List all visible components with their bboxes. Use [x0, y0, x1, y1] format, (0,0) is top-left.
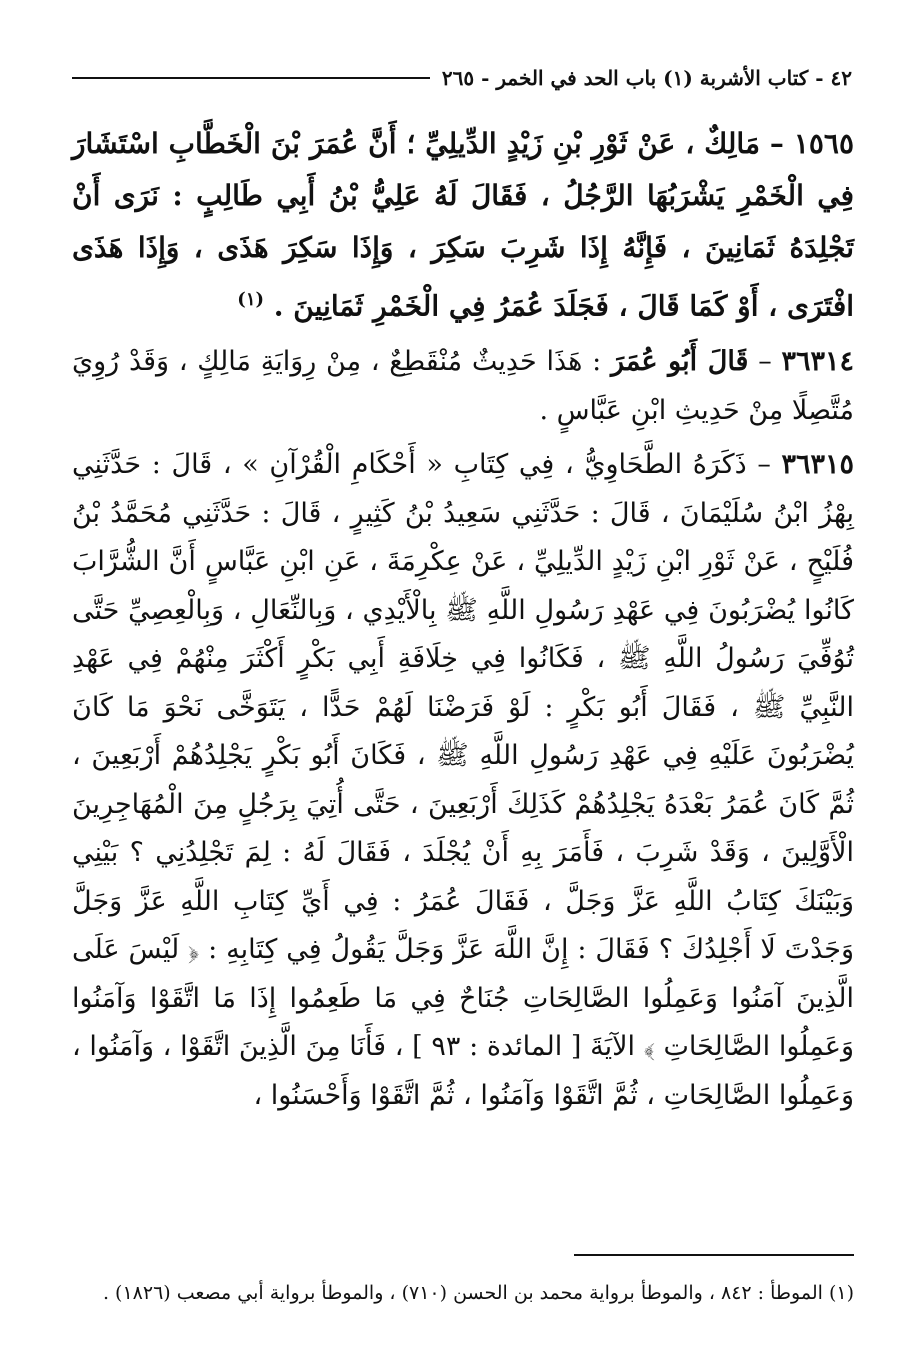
paragraph-36314: ٣٦٣١٤ – قَالَ أَبُو عُمَرَ : هَذَا حَدِيثٌ مُنْقَطِعٌ ، مِنْ رِوَايَةِ مَالِكٍ ، وَقَدْ رُوِيَ مُتَّصِلًا مِنْ حَدِيثِ ابْنِ عَبَّاسٍ . — [72, 346, 854, 426]
paragraph-number: ٣٦٣١٥ — [781, 449, 854, 481]
header-title: ٤٢ - كتاب الأشربة (١) باب الحد في الخمر - ٢٦٥ — [441, 66, 852, 90]
paragraph-36315 — [72, 441, 854, 1120]
speaker-name: قَالَ أَبُو عُمَرَ — [610, 346, 749, 378]
paragraph-number: ١٥٦٥ — [793, 127, 854, 160]
footnote-divider — [574, 1254, 854, 1256]
paragraph-1565 — [72, 118, 854, 332]
header-rule — [72, 77, 430, 79]
paragraph-text: : هَذَا حَدِيثٌ مُنْقَطِعٌ ، مِنْ رِوَايَةِ مَالِكٍ ، وَقَدْ رُوِيَ مُتَّصِلًا مِنْ حَدِيثِ ابْنِ عَبَّاسٍ . — [72, 346, 854, 426]
paragraph-number: ٣٦٣١٤ — [781, 346, 854, 378]
footnote: (١) الموطأ : ٨٤٢ ، والموطأ برواية محمد بن الحسن (٧١٠) ، والموطأ برواية أبي مصعب (١٨٢٦) . — [102, 1282, 854, 1304]
footnote-reference[interactable]: (١) — [237, 289, 265, 310]
main-text — [72, 118, 854, 1126]
paragraph-text: – ذَكَرَهُ الطَّحَاوِيُّ ، فِي كِتَابِ « أَحْكَامِ الْقُرْآنِ » ، قَالَ : حَدَّثَنِي بِهْزُ ابْنُ سُلَيْمَانَ ، قَالَ : حَدَّثَنِي سَعِيدُ بْنُ كَثِيرٍ ، قَالَ : حَدَّثَنِي مُحَمَّدُ بْنُ فُلَيْحٍ ، عَنْ ثَوْرِ ابْنِ زَيْدٍ الدِّيلِيِّ ، عَنْ عِكْرِمَةَ ، عَنِ ابْنِ عَبَّاسٍ أَنَّ الشُّرَّابَ كَانُوا يُضْرَبُونَ فِي عَهْدِ رَسُولِ اللَّهِ ﷺ بِالْأَيْدِي ، وَبِالنِّعَالِ ، وَبِالْعِصِيِّ حَتَّى تُوُفِّيَ رَسُولُ اللَّهِ ﷺ ، فَكَانُوا فِي خِلَافَةِ أَبِي بَكْرٍ أَكْثَرَ مِنْهُمْ فِي عَهْدِ النَّبِيِّ ﷺ ، فَقَالَ أَبُو بَكْرٍ : لَوْ فَرَضْنَا لَهُمْ حَدًّا ، يَتَوَخَّى نَحْوَ مَا كَانَ يُضْرَبُونَ عَلَيْهِ فِي عَهْدِ رَسُولِ اللَّهِ ﷺ ، فَكَانَ أَبُو بَكْرٍ يَجْلِدُهُمْ أَرْبَعِينَ ، ثُمَّ كَانَ عُمَرُ بَعْدَهُ يَجْلِدُهُمْ كَذَلِكَ أَرْبَعِينَ ، حَتَّى أُتِيَ بِرَجُلٍ مِنَ الْمُهَاجِرِينَ الْأَوَّلِينَ ، وَقَدْ شَرِبَ ، فَأَمَرَ بِهِ أَنْ يُجْلَدَ ، فَقَالَ لَهُ : لِمَ تَجْلِدُنِي ؟ بَيْنِي وَبَيْنَكَ كِتَابُ اللَّهِ عَزَّ وَجَلَّ ، فَقَالَ عُمَرُ : فِي أَيِّ كِتَابِ اللَّهِ عَزَّ وَجَلَّ وَجَدْتَ لَا أَجْلِدُكَ ؟ فَقَالَ : إِنَّ اللَّهَ عَزَّ وَجَلَّ يَقُولُ فِي كِتَابِهِ : ﴿ لَيْسَ عَلَى الَّذِينَ آمَنُوا وَعَمِلُوا الصَّالِحَاتِ جُنَاحٌ فِي مَا طَعِمُوا إِذَا مَا اتَّقَوْا وَآمَنُوا وَعَمِلُوا الصَّالِحَاتِ ﴾ الآيَةَ [ المائدة : ٩٣ ] ، فَأَنَا مِنَ الَّذِينَ اتَّقَوْا ، وَآمَنُوا ، وَعَمِلُوا الصَّالِحَاتِ ، ثُمَّ اتَّقَوْا وَآمَنُوا ، ثُمَّ اتَّقَوْا وَأَحْسَنُوا ، — [72, 449, 855, 1111]
running-header — [72, 62, 852, 94]
paragraph-text: – مَالِكٌ ، عَنْ ثَوْرِ بْنِ زَيْدٍ الدِّيلِيِّ ؛ أَنَّ عُمَرَ بْنَ الْخَطَّابِ اسْتَشَارَ فِي الْخَمْرِ يَشْرَبُهَا الرَّجُلُ ، فَقَالَ لَهُ عَلِيُّ بْنُ أَبِي طَالِبٍ : نَرَى أَنْ تَجْلِدَهُ ثَمَانِينَ ، فَإِنَّهُ إِذَا شَرِبَ سَكِرَ ، وَإِذَا سَكِرَ هَذَى ، وَإِذَا هَذَى افْتَرَى ، أَوْ كَمَا قَالَ ، فَجَلَدَ عُمَرُ فِي الْخَمْرِ ثَمَانِينَ . — [72, 127, 854, 323]
